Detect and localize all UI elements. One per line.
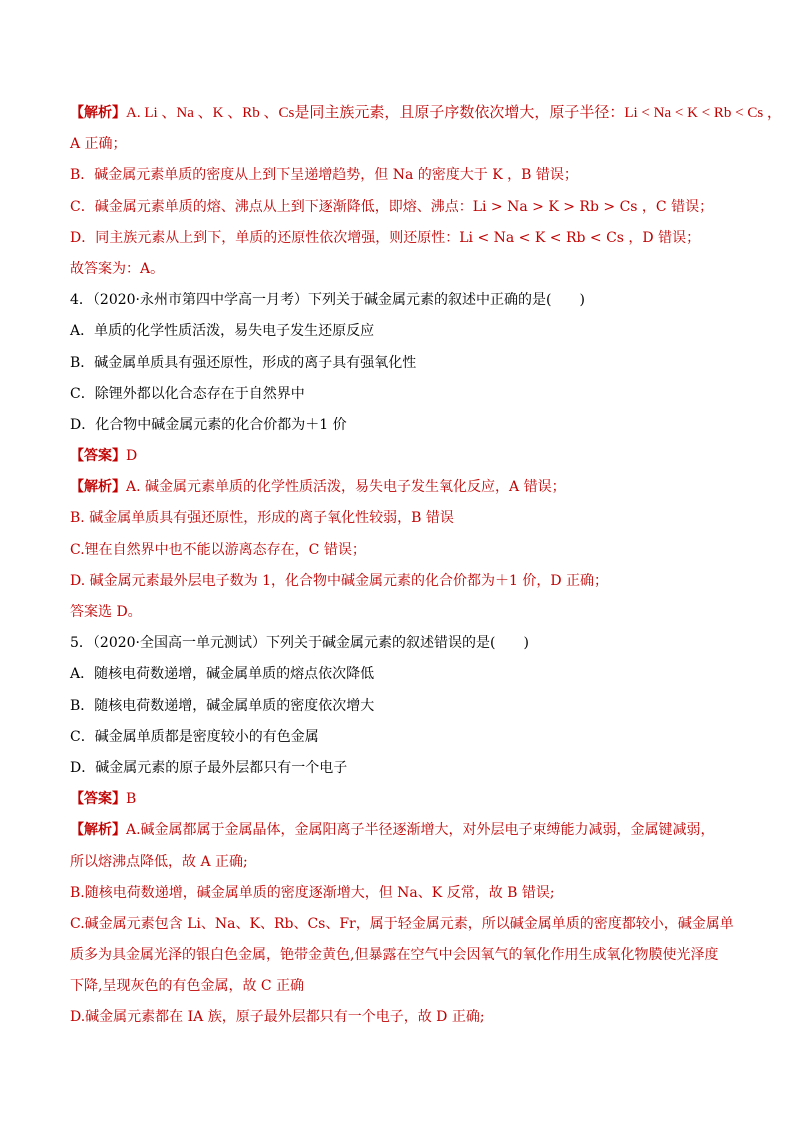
q4-analysis-line-3: C.锂在自然界中也不能以游离态存在，C 错误； — [70, 541, 366, 558]
q5-analysis-text: A.碱金属都属于金属晶体，金属阳离子半径逐渐增大，对外层电子束缚能力减弱，金属键减弱， — [126, 822, 715, 839]
document-page — [70, 98, 782, 1034]
q5-stem: 5．（2020·全国高一单元测试）下列关于碱金属元素的叙述错误的是( ) — [70, 635, 529, 652]
q4-analysis-text: A. 碱金属元素单质的化学性质活泼，易失电子发生氧化反应，A 错误； — [126, 479, 566, 496]
q5-option-d: D．碱金属元素的原子最外层都只有一个电子 — [70, 759, 348, 776]
q4-stem: 4．（2020·永州市第四中学高一月考）下列关于碱金属元素的叙述中正确的是( ) — [70, 292, 585, 309]
q3-analysis-line-4: C．碱金属元素单质的熔、沸点从上到下逐渐降低，即熔、沸点：Li > Na > K > Rb > Cs ，C 错误； — [70, 198, 714, 215]
q5-answer-label: 【答案】 — [70, 791, 126, 808]
q5-option-b: B．随核电荷数递增，碱金属单质的密度依次增大 — [70, 697, 375, 714]
q4-analysis-line-1 — [70, 472, 730, 503]
q3-analysis-line-1 — [70, 98, 782, 129]
q4-analysis-line-2: B. 碱金属单质具有强还原性，形成的离子氧化性较弱，B 错误 — [70, 510, 454, 527]
q5-answer-value: B — [126, 791, 137, 808]
q4-analysis-line-4: D. 碱金属元素最外层电子数为 1，化合物中碱金属元素的化合价都为＋1 价，D 正确； — [70, 572, 609, 589]
q5-analysis-line-7: D.碱金属元素都在 IA 族，原子最外层都只有一个电子，故 D 正确; — [70, 1009, 485, 1026]
q5-analysis-line-5: 质多为具金属光泽的银白色金属，铯带金黄色,但暴露在空气中会因氧气的氧化作用生成氧化物膜使光泽度 — [70, 947, 719, 964]
q4-conclusion: 答案选 D。 — [70, 604, 142, 620]
q5-analysis-line-3: B.随核电荷数递增，碱金属单质的密度逐渐增大，但 Na、K 反常，故 B 错误; — [70, 884, 555, 901]
q5-analysis-line-2: 所以熔沸点降低，故 A 正确; — [70, 853, 248, 870]
q3-analysis-line-3: B．碱金属元素单质的密度从上到下呈递增趋势，但 Na 的密度大于 K ，B 错误； — [70, 167, 578, 184]
q5-option-c: C．碱金属单质都是密度较小的有色金属 — [70, 728, 319, 745]
q3-analysis-label: 【解析】 — [70, 105, 126, 121]
q4-option-d: D．化合物中碱金属元素的化合价都为＋1 价 — [70, 416, 347, 433]
q5-answer — [70, 784, 730, 815]
q3-conclusion: 故答案为：A。 — [70, 260, 165, 277]
q3-analysis-line-5: D．同主族元素从上到下，单质的还原性依次增强，则还原性：Li < Na < K < Rb < Cs ，D 错误； — [70, 229, 701, 246]
q4-answer — [70, 441, 730, 472]
q4-option-b: B．碱金属单质具有强还原性，形成的离子具有强氧化性 — [70, 354, 417, 371]
q4-analysis-label: 【解析】 — [70, 479, 126, 496]
q5-analysis-line-6: 下降,呈现灰色的有色金属，故 C 正确 — [70, 978, 305, 995]
q4-answer-label: 【答案】 — [70, 448, 126, 465]
q5-analysis-line-1 — [70, 815, 730, 846]
q5-option-a: A．随核电荷数递增，碱金属单质的熔点依次降低 — [70, 666, 375, 683]
q5-analysis-label: 【解析】 — [70, 822, 126, 839]
q3-analysis-text: A. Li 、Na 、K 、Rb 、Cs是同主族元素，且原子序数依次增大，原子半径：Li < Na < K < Rb < Cs ， — [126, 105, 782, 121]
q3-analysis-line-2: A 正确； — [70, 136, 127, 153]
q4-answer-value: D — [126, 448, 138, 465]
q5-analysis-line-4: C.碱金属元素包含 Li、Na、K、Rb、Cs、Fr，属于轻金属元素，所以碱金属单质的密度都较小，碱金属单 — [70, 915, 734, 932]
q4-option-a: A．单质的化学性质活泼，易失电子发生还原反应 — [70, 323, 375, 340]
q4-option-c: C．除锂外都以化合态存在于自然界中 — [70, 385, 305, 402]
